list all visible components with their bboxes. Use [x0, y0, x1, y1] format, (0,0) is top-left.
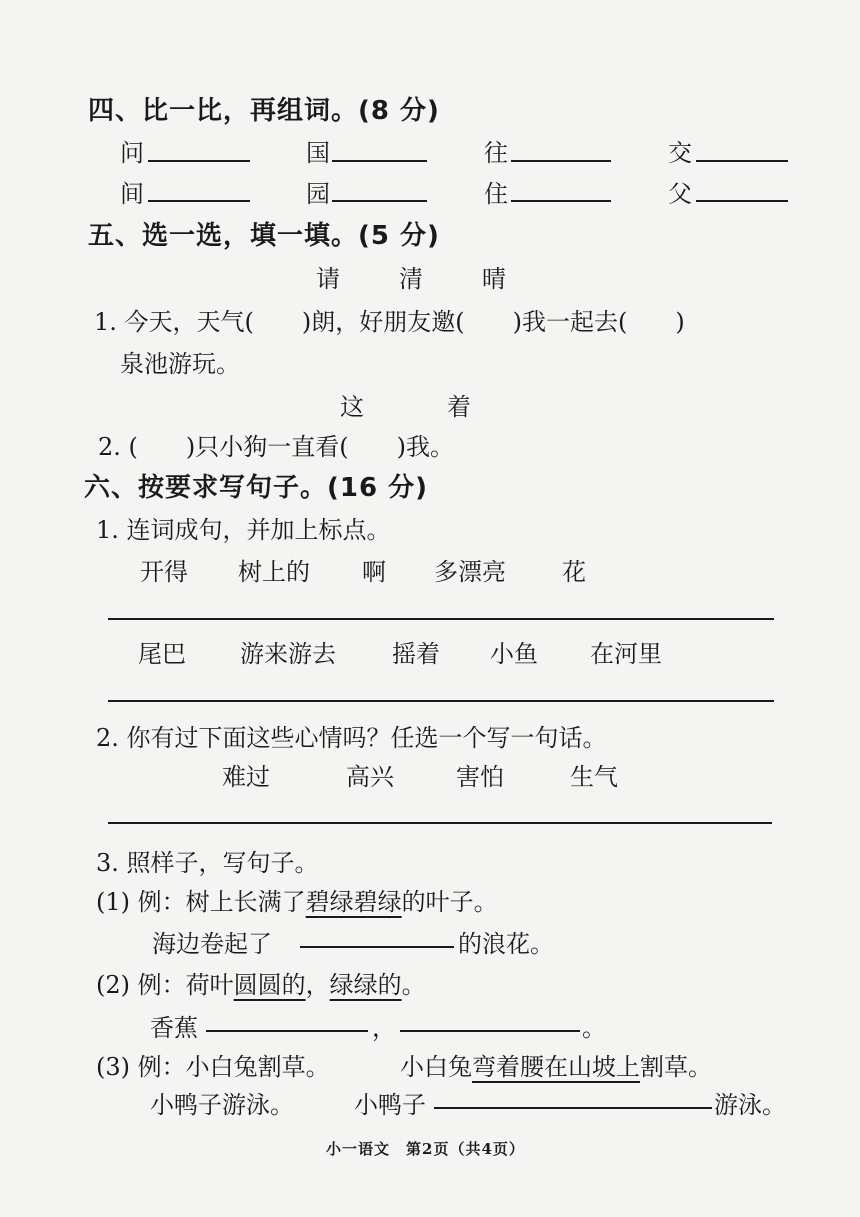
task-text: 游泳。: [714, 1091, 786, 1119]
answer-line[interactable]: [108, 822, 772, 824]
example-3b: [400, 1047, 712, 1082]
char-label: 往: [484, 139, 508, 167]
example-text: (1) 例：树上长满了: [96, 888, 306, 916]
example-text: 。: [401, 971, 426, 999]
task-text: 。: [582, 1014, 606, 1042]
answer-blank[interactable]: [511, 160, 611, 162]
answer-blank[interactable]: [332, 200, 427, 202]
question-title: 2. 你有过下面这些心情吗？任选一个写一句话。: [96, 724, 607, 752]
section-6-title: 六、按要求写句子。(16 分): [84, 473, 428, 503]
compare-item: [306, 133, 330, 168]
question-title: 1. 连词成句，并加上标点。: [96, 516, 391, 544]
word-chip: 在河里: [590, 640, 662, 668]
answer-blank[interactable]: [206, 1030, 368, 1032]
answer-blank[interactable]: [148, 160, 250, 162]
word-chip: 树上的: [238, 558, 310, 586]
example-3a: (3) 例：小白兔割草。: [96, 1053, 330, 1081]
answer-blank[interactable]: [300, 946, 454, 948]
question-title: 3. 照样子，写句子。: [96, 849, 319, 877]
example-text: 小白兔: [400, 1053, 472, 1081]
char-label: 园: [306, 180, 330, 208]
mood-word: 高兴: [346, 763, 394, 791]
task-text: 海边卷起了: [152, 930, 272, 958]
option-word: 着: [447, 393, 471, 421]
example-text: 割草。: [640, 1053, 712, 1081]
task-text: 小鸭子: [354, 1091, 426, 1119]
mood-word: 难过: [222, 763, 270, 791]
question-text: 泉池游玩。: [120, 350, 240, 378]
section-5-title: 五、选一选，填一填。(5 分): [88, 221, 440, 251]
char-label: 国: [306, 139, 330, 167]
page-footer: 小一语文 第2页（共4页）: [326, 1140, 525, 1158]
answer-line[interactable]: [108, 700, 774, 702]
compare-item: [668, 174, 692, 209]
answer-blank[interactable]: [511, 200, 611, 202]
option-word: 晴: [482, 265, 506, 293]
answer-blank[interactable]: [148, 200, 250, 202]
answer-blank[interactable]: [400, 1030, 580, 1032]
compare-item: [484, 133, 508, 168]
example-underlined: 绿绿的: [329, 971, 402, 999]
compare-item: [668, 133, 692, 168]
example-text: 的叶子。: [401, 888, 498, 916]
word-chip: 尾巴: [138, 640, 186, 668]
word-chip: 多漂亮: [434, 558, 506, 586]
example-underlined: 圆圆的: [233, 971, 306, 999]
char-label: 问: [120, 139, 144, 167]
word-chip: 开得: [140, 558, 188, 586]
question-text: 1. 今天，天气( )朗，好朋友邀( )我一起去( ): [94, 308, 685, 336]
word-chip: 摇着: [392, 640, 440, 668]
task-text: ，: [372, 1014, 396, 1042]
answer-blank[interactable]: [696, 160, 788, 162]
char-label: 间: [120, 180, 144, 208]
example-underlined: 碧绿碧绿: [305, 888, 402, 916]
answer-line[interactable]: [108, 618, 774, 620]
example-underlined: 弯着腰在山坡上: [472, 1053, 640, 1081]
compare-item: [306, 174, 330, 209]
option-word: 请: [316, 265, 340, 293]
char-label: 住: [484, 180, 508, 208]
char-label: 交: [668, 139, 692, 167]
mood-word: 害怕: [456, 763, 504, 791]
compare-item: [120, 174, 144, 209]
option-word: 这: [340, 393, 364, 421]
task-text: 香蕉: [150, 1014, 198, 1042]
example-text: ，: [305, 971, 330, 999]
task-text: 小鸭子游泳。: [150, 1091, 294, 1119]
word-chip: 游来游去: [240, 640, 336, 668]
question-text: 2. ( )只小狗一直看( )我。: [98, 433, 454, 461]
word-chip: 小鱼: [490, 640, 538, 668]
word-chip: 花: [562, 558, 586, 586]
answer-blank[interactable]: [332, 160, 427, 162]
compare-item: [484, 174, 508, 209]
section-4-title: 四、比一比，再组词。(8 分): [88, 96, 440, 126]
task-text: 的浪花。: [458, 930, 554, 958]
mood-word: 生气: [570, 763, 618, 791]
example-1: [96, 882, 498, 917]
answer-blank[interactable]: [434, 1107, 712, 1109]
compare-item: [120, 133, 144, 168]
answer-blank[interactable]: [696, 200, 788, 202]
option-word: 清: [399, 265, 423, 293]
example-2: [96, 965, 426, 1000]
example-text: (2) 例：荷叶: [96, 971, 234, 999]
char-label: 父: [668, 180, 692, 208]
word-chip: 啊: [362, 558, 386, 586]
